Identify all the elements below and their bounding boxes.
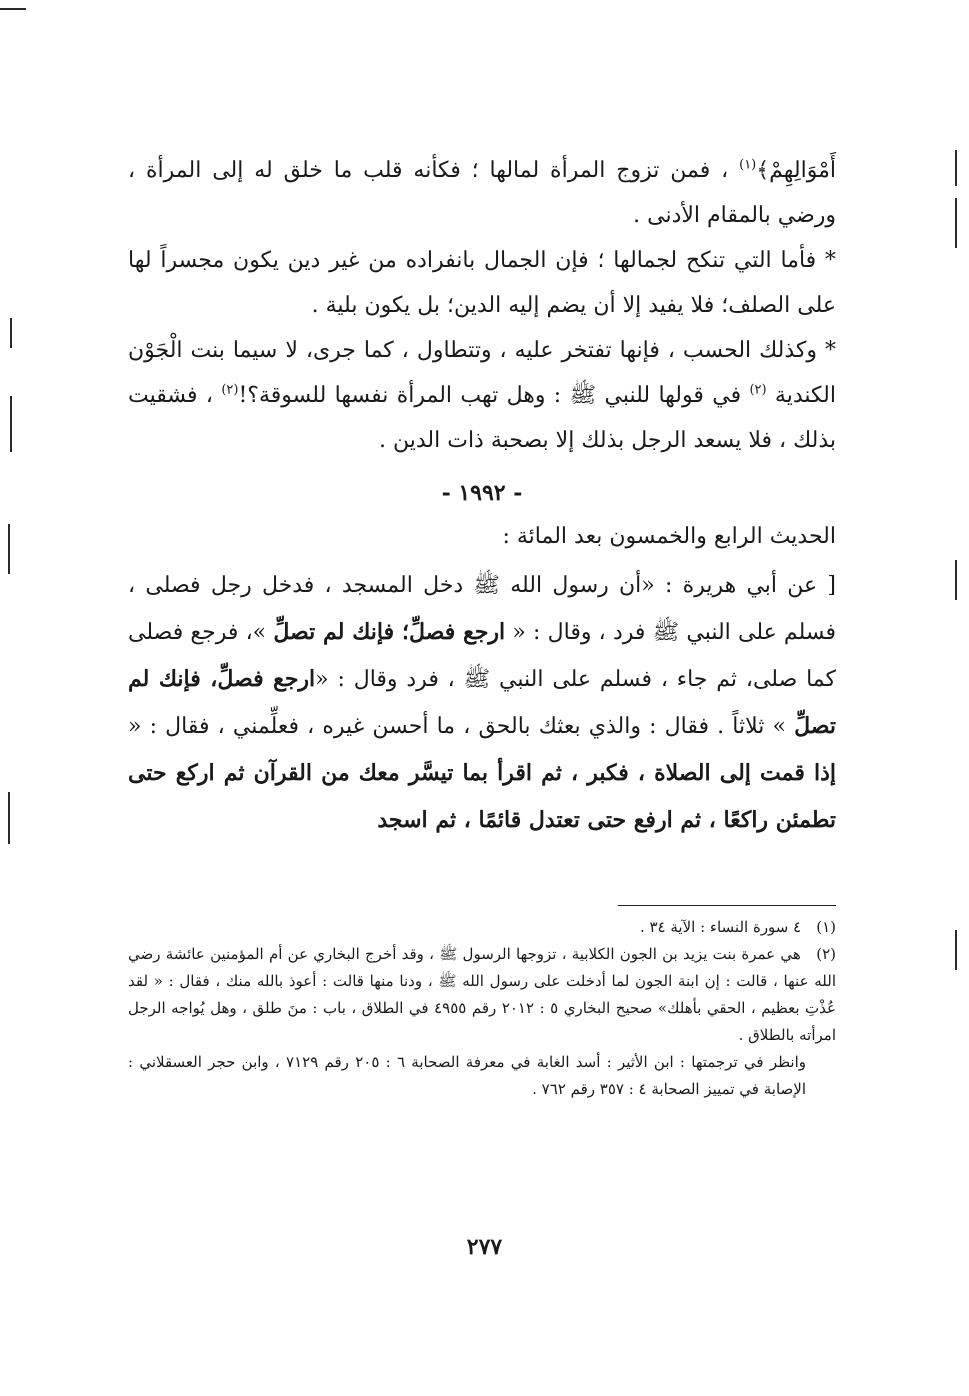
scan-mark bbox=[955, 150, 957, 186]
footnote-text: ٤ سورة النساء : الآية ٣٤ . bbox=[639, 918, 802, 936]
footnotes bbox=[128, 914, 836, 1103]
scan-mark bbox=[8, 524, 10, 574]
footnote-ref: (١) bbox=[739, 157, 757, 173]
scan-mark bbox=[955, 930, 957, 970]
text-chunk: ، فشقيت بذلك ، فلا يسعد الرجل بذلك إلا بصحبة ذات الدين . bbox=[128, 383, 836, 453]
text-chunk: في قولها للنبي ﷺ : وهل تهب المرأة نفسها للسوقة؟! bbox=[238, 383, 750, 408]
hadith-text bbox=[128, 563, 836, 844]
scan-mark bbox=[8, 792, 10, 844]
footnote-2-continued bbox=[128, 1049, 836, 1103]
scan-mark bbox=[0, 8, 26, 10]
main-text bbox=[128, 148, 836, 844]
scan-mark bbox=[955, 198, 957, 248]
paragraph bbox=[128, 238, 836, 328]
paragraph bbox=[128, 148, 836, 238]
text-chunk: ، فمن تزوج المرأة لمالها ؛ فكأنه قلب ما خلق له إلى المرأة ، ورضي بالمقام الأدنى . bbox=[128, 158, 836, 228]
text-chunk: * فأما التي تنكح لجمالها ؛ فإن الجمال بانفراده من غير دين يكون مجسراً لها على الصلف؛ فلا يفيد إلا أن يضم إليه الدين؛ بل يكون بلية . bbox=[128, 248, 836, 318]
scan-mark bbox=[10, 396, 12, 452]
text-chunk: أَمْوَالِهِمْ﴾ bbox=[756, 158, 836, 183]
text-chunk: إذا قمت إلى الصلاة ، فكبر ، ثم اقرأ بما تيسَّر معك من القرآن ثم اركع حتى تطمئن راكعًا ، ثم ارفع حتى تعتدل قائمًا ، ثم اسجد bbox=[128, 760, 836, 833]
text-chunk: * وكذلك الحسب ، فإنها تفتخر عليه ، وتتطاول ، كما جرى، لا سيما بنت الْجَوْن الكندية bbox=[128, 338, 836, 408]
footnote-divider bbox=[618, 905, 836, 906]
scan-mark bbox=[955, 560, 957, 600]
footnote-number: (١) bbox=[816, 918, 836, 936]
hadith-number: - ١٩٩٢ - bbox=[441, 480, 523, 506]
text-chunk: ارجع فصلِّ، فإنك لم تصلِّ bbox=[128, 666, 836, 739]
footnote-ref: (٢) bbox=[749, 382, 767, 398]
footnote-text: هي عمرة بنت يزيد بن الجون الكلابية ، تزوجها الرسول ﷺ ، وقد أخرج البخاري عن أم المؤمنين عائشة رضي الله عنها ، قالت : إن ابنة الجون لما أدخلت على رسول الله ﷺ ، ودنا منها قالت : أعوذ بالله منك ، فقال : « لقد عُذْتِ بعظيم ، الحقي بأهلك» صحيح البخاري ٥ : ٢٠١٢ رقم ٤٩٥٥ في الطلاق ، باب : منَ طلق ، وهل يُواجه الرجل امرأته بالطلاق . bbox=[128, 945, 836, 1044]
paragraph bbox=[128, 328, 836, 463]
text-chunk: »، فرجع فصلى كما صلى، ثم جاء ، فسلم على النبي ﷺ ، فرد وقال : « bbox=[128, 620, 836, 692]
page-number: ٢٧٧ bbox=[466, 1234, 503, 1260]
footnote-text: وانظر في ترجمتها : ابن الأثير : أسد الغابة في معرفة الصحابة ٦ : ٢٠٥ رقم ٧١٢٩ ، وابن حجر العسقلاني : الإصابة في تمييز الصحابة ٤ : ٣٥٧ رقم ٧٦٢ . bbox=[128, 1053, 807, 1098]
footnote-2 bbox=[128, 941, 836, 1049]
scan-mark bbox=[10, 318, 12, 348]
text-chunk: [ عن أبي هريرة : «أن رسول الله ﷺ دخل المسجد ، فدخل رجل فصلى ، فسلم على النبي ﷺ فرد ، وقال : « bbox=[128, 573, 837, 645]
text-chunk: » ثلاثاً . فقال : والذي بعثك بالحق ، ما أحسن غيره ، فعلِّمني ، فقال : « bbox=[128, 714, 795, 739]
footnote-ref: (٢) bbox=[221, 382, 239, 398]
footnote-number: (٢) bbox=[816, 945, 836, 963]
text-chunk: ارجع فصلِّ؛ فإنك لم تصلِّ bbox=[273, 619, 506, 645]
section-heading: الحديث الرابع والخمسون بعد المائة : bbox=[502, 524, 836, 549]
footnote-1 bbox=[128, 914, 836, 941]
